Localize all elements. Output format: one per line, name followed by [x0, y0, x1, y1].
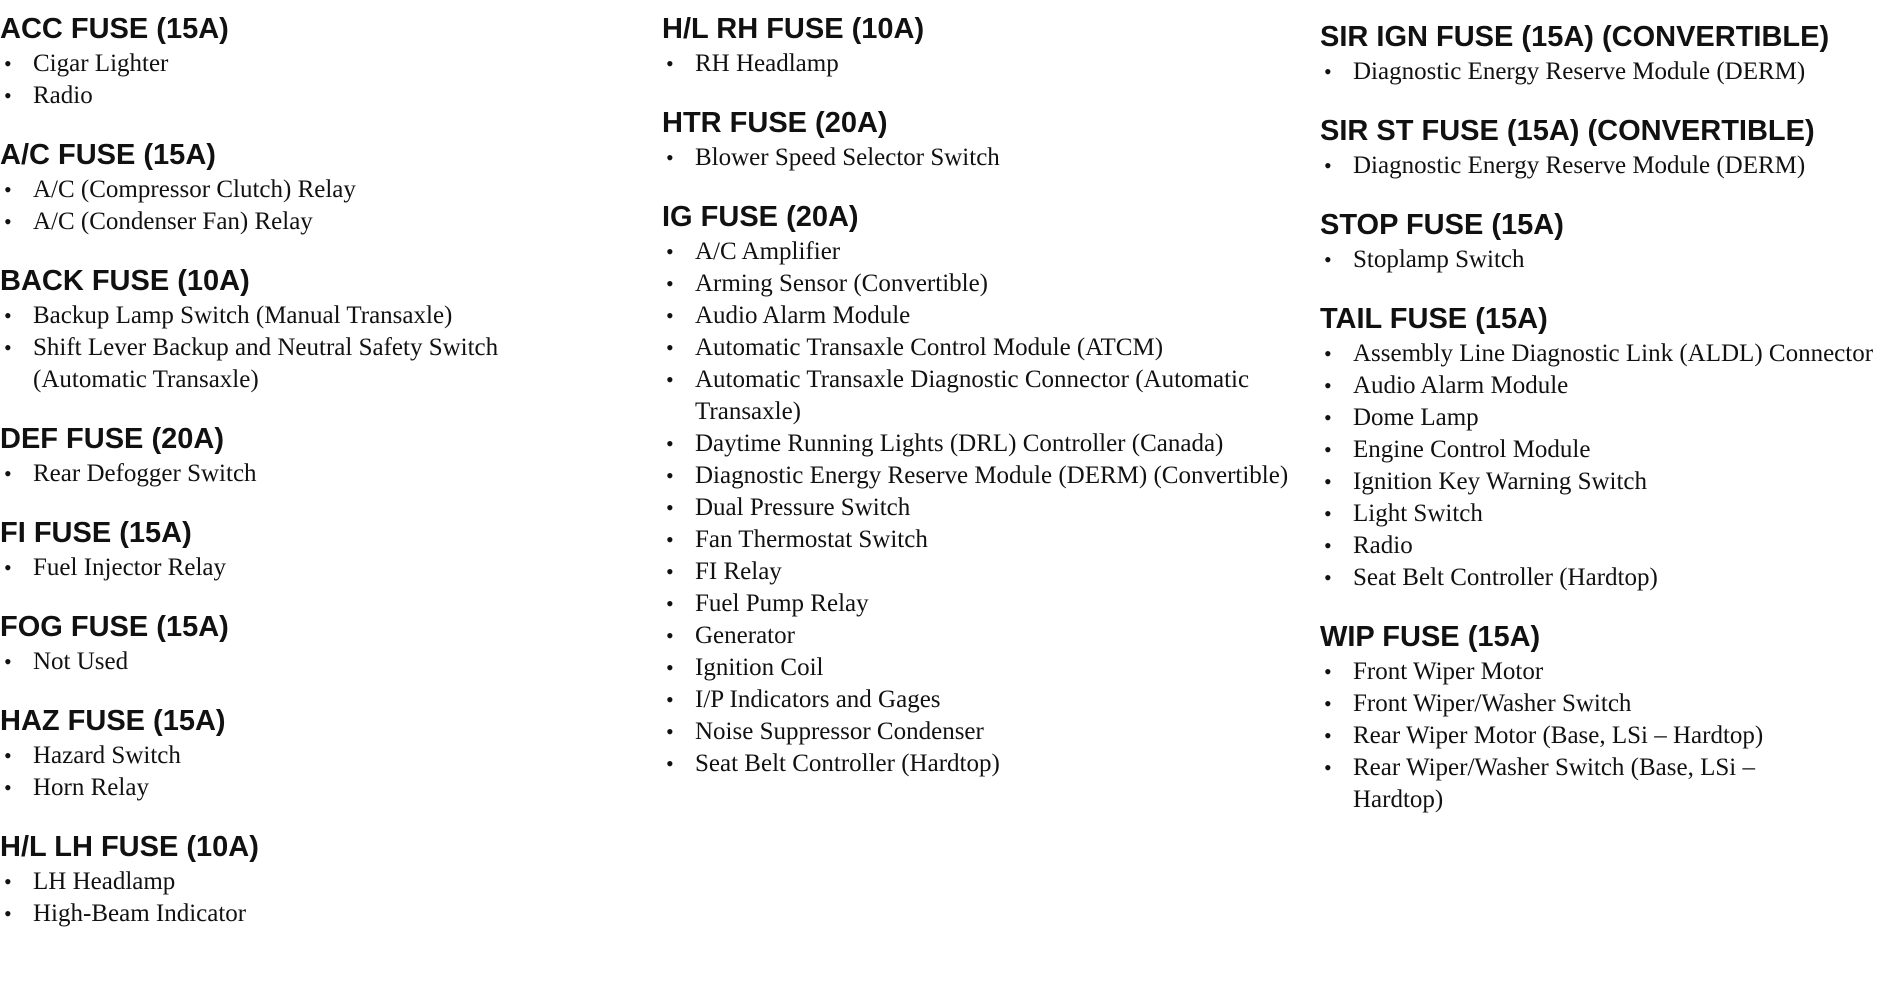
item-list [662, 236, 1302, 780]
list-item: • Rear Wiper Motor (Base, LSi – Hardtop) [1320, 720, 1904, 752]
item-list [0, 740, 640, 804]
list-item: • Assembly Line Diagnostic Link (ALDL) Connector [1320, 338, 1904, 370]
section-title: HTR FUSE (20A) [662, 107, 888, 139]
section-title: IG FUSE (20A) [662, 201, 859, 233]
list-item: • Shift Lever Backup and Neutral Safety Switch (Automatic Transaxle) [0, 332, 533, 396]
section-title: BACK FUSE (10A) [0, 265, 250, 297]
list-item: • Ignition Coil [662, 652, 1302, 684]
list-item: • Cigar Lighter [0, 48, 640, 80]
list-item: • Seat Belt Controller (Hardtop) [1320, 562, 1904, 594]
stop-fuse-section [1320, 208, 1904, 276]
list-item: • Automatic Transaxle Control Module (ATCM) [662, 332, 1230, 364]
list-item: • Rear Wiper/Washer Switch (Base, LSi – Hardtop) [1320, 752, 1773, 816]
list-item: • Horn Relay [0, 772, 640, 804]
item-list [0, 300, 640, 396]
item-list [0, 174, 640, 238]
item-list [0, 48, 640, 112]
list-item: • Ignition Key Warning Switch [1320, 466, 1904, 498]
section-title: SIR ST FUSE (15A) (CONVERTIBLE) [1320, 115, 1815, 147]
list-item: • Generator [662, 620, 1302, 652]
list-item: • Audio Alarm Module [662, 300, 1302, 332]
section-title: H/L LH FUSE (10A) [0, 831, 259, 863]
hl-rh-fuse-section [662, 12, 1302, 80]
list-item: • Fan Thermostat Switch [662, 524, 1302, 556]
list-item: • Diagnostic Energy Reserve Module (DERM) (Convertible) [662, 460, 1295, 492]
list-item: • Hazard Switch [0, 740, 640, 772]
section-title: HAZ FUSE (15A) [0, 705, 226, 737]
section-title: A/C FUSE (15A) [0, 139, 216, 171]
item-list [1320, 656, 1904, 816]
list-item: • Diagnostic Energy Reserve Module (DERM) [1320, 56, 1904, 88]
list-item: • Light Switch [1320, 498, 1904, 530]
list-item: • Front Wiper Motor [1320, 656, 1904, 688]
list-item: • Not Used [0, 646, 640, 678]
list-item: • Front Wiper/Washer Switch [1320, 688, 1904, 720]
list-item: • Engine Control Module [1320, 434, 1904, 466]
ac-fuse-section [0, 138, 640, 238]
column-2 [662, 12, 1302, 806]
section-title: WIP FUSE (15A) [1320, 621, 1541, 653]
item-list [0, 866, 640, 930]
list-item: • A/C Amplifier [662, 236, 1302, 268]
column-1 [0, 12, 640, 956]
list-item: • Dome Lamp [1320, 402, 1904, 434]
section-title: FI FUSE (15A) [0, 517, 192, 549]
item-list [1320, 338, 1904, 594]
item-list [1320, 244, 1904, 276]
hl-lh-fuse-section [0, 830, 640, 930]
list-item: • Fuel Injector Relay [0, 552, 640, 584]
item-list [1320, 150, 1904, 182]
item-list [1320, 56, 1904, 88]
list-item: • Seat Belt Controller (Hardtop) [662, 748, 1302, 780]
section-title: FOG FUSE (15A) [0, 611, 229, 643]
section-title: H/L RH FUSE (10A) [662, 13, 925, 45]
tail-fuse-section [1320, 302, 1904, 594]
item-list [662, 142, 1302, 174]
list-item: • I/P Indicators and Gages [662, 684, 1302, 716]
list-item: • Diagnostic Energy Reserve Module (DERM) [1320, 150, 1904, 182]
item-list [0, 552, 640, 584]
section-title: TAIL FUSE (15A) [1320, 303, 1548, 335]
list-item: • Daytime Running Lights (DRL) Controller (Canada) [662, 428, 1270, 460]
list-item: • Radio [1320, 530, 1904, 562]
wip-fuse-section [1320, 620, 1904, 816]
list-item: • Rear Defogger Switch [0, 458, 640, 490]
section-title: DEF FUSE (20A) [0, 423, 224, 455]
list-item: • A/C (Condenser Fan) Relay [0, 206, 640, 238]
list-item: • Audio Alarm Module [1320, 370, 1904, 402]
ig-fuse-section [662, 200, 1302, 780]
column-3 [1320, 20, 1904, 842]
acc-fuse-section [0, 12, 640, 112]
list-item: • LH Headlamp [0, 866, 640, 898]
list-item: • Dual Pressure Switch [662, 492, 1302, 524]
list-item: • Noise Suppressor Condenser [662, 716, 1302, 748]
list-item: • Backup Lamp Switch (Manual Transaxle) [0, 300, 640, 332]
list-item: • Arming Sensor (Convertible) [662, 268, 1302, 300]
def-fuse-section [0, 422, 640, 490]
item-list [0, 646, 640, 678]
list-item: • Radio [0, 80, 640, 112]
fog-fuse-section [0, 610, 640, 678]
section-title: ACC FUSE (15A) [0, 13, 229, 45]
section-title: SIR IGN FUSE (15A) (CONVERTIBLE) [1320, 21, 1830, 53]
htr-fuse-section [662, 106, 1302, 174]
section-title: STOP FUSE (15A) [1320, 209, 1564, 241]
list-item: • A/C (Compressor Clutch) Relay [0, 174, 640, 206]
list-item: • Blower Speed Selector Switch [662, 142, 1302, 174]
fi-fuse-section [0, 516, 640, 584]
list-item: • RH Headlamp [662, 48, 1302, 80]
sir-st-fuse-section [1320, 114, 1904, 182]
item-list [0, 458, 640, 490]
list-item: • Automatic Transaxle Diagnostic Connector (Automatic Transaxle) [662, 364, 1280, 428]
list-item: • High-Beam Indicator [0, 898, 640, 930]
item-list [662, 48, 1302, 80]
haz-fuse-section [0, 704, 640, 804]
back-fuse-section [0, 264, 640, 396]
list-item: • Stoplamp Switch [1320, 244, 1904, 276]
sir-ign-fuse-section [1320, 20, 1904, 88]
list-item: • FI Relay [662, 556, 1302, 588]
list-item: • Fuel Pump Relay [662, 588, 1302, 620]
